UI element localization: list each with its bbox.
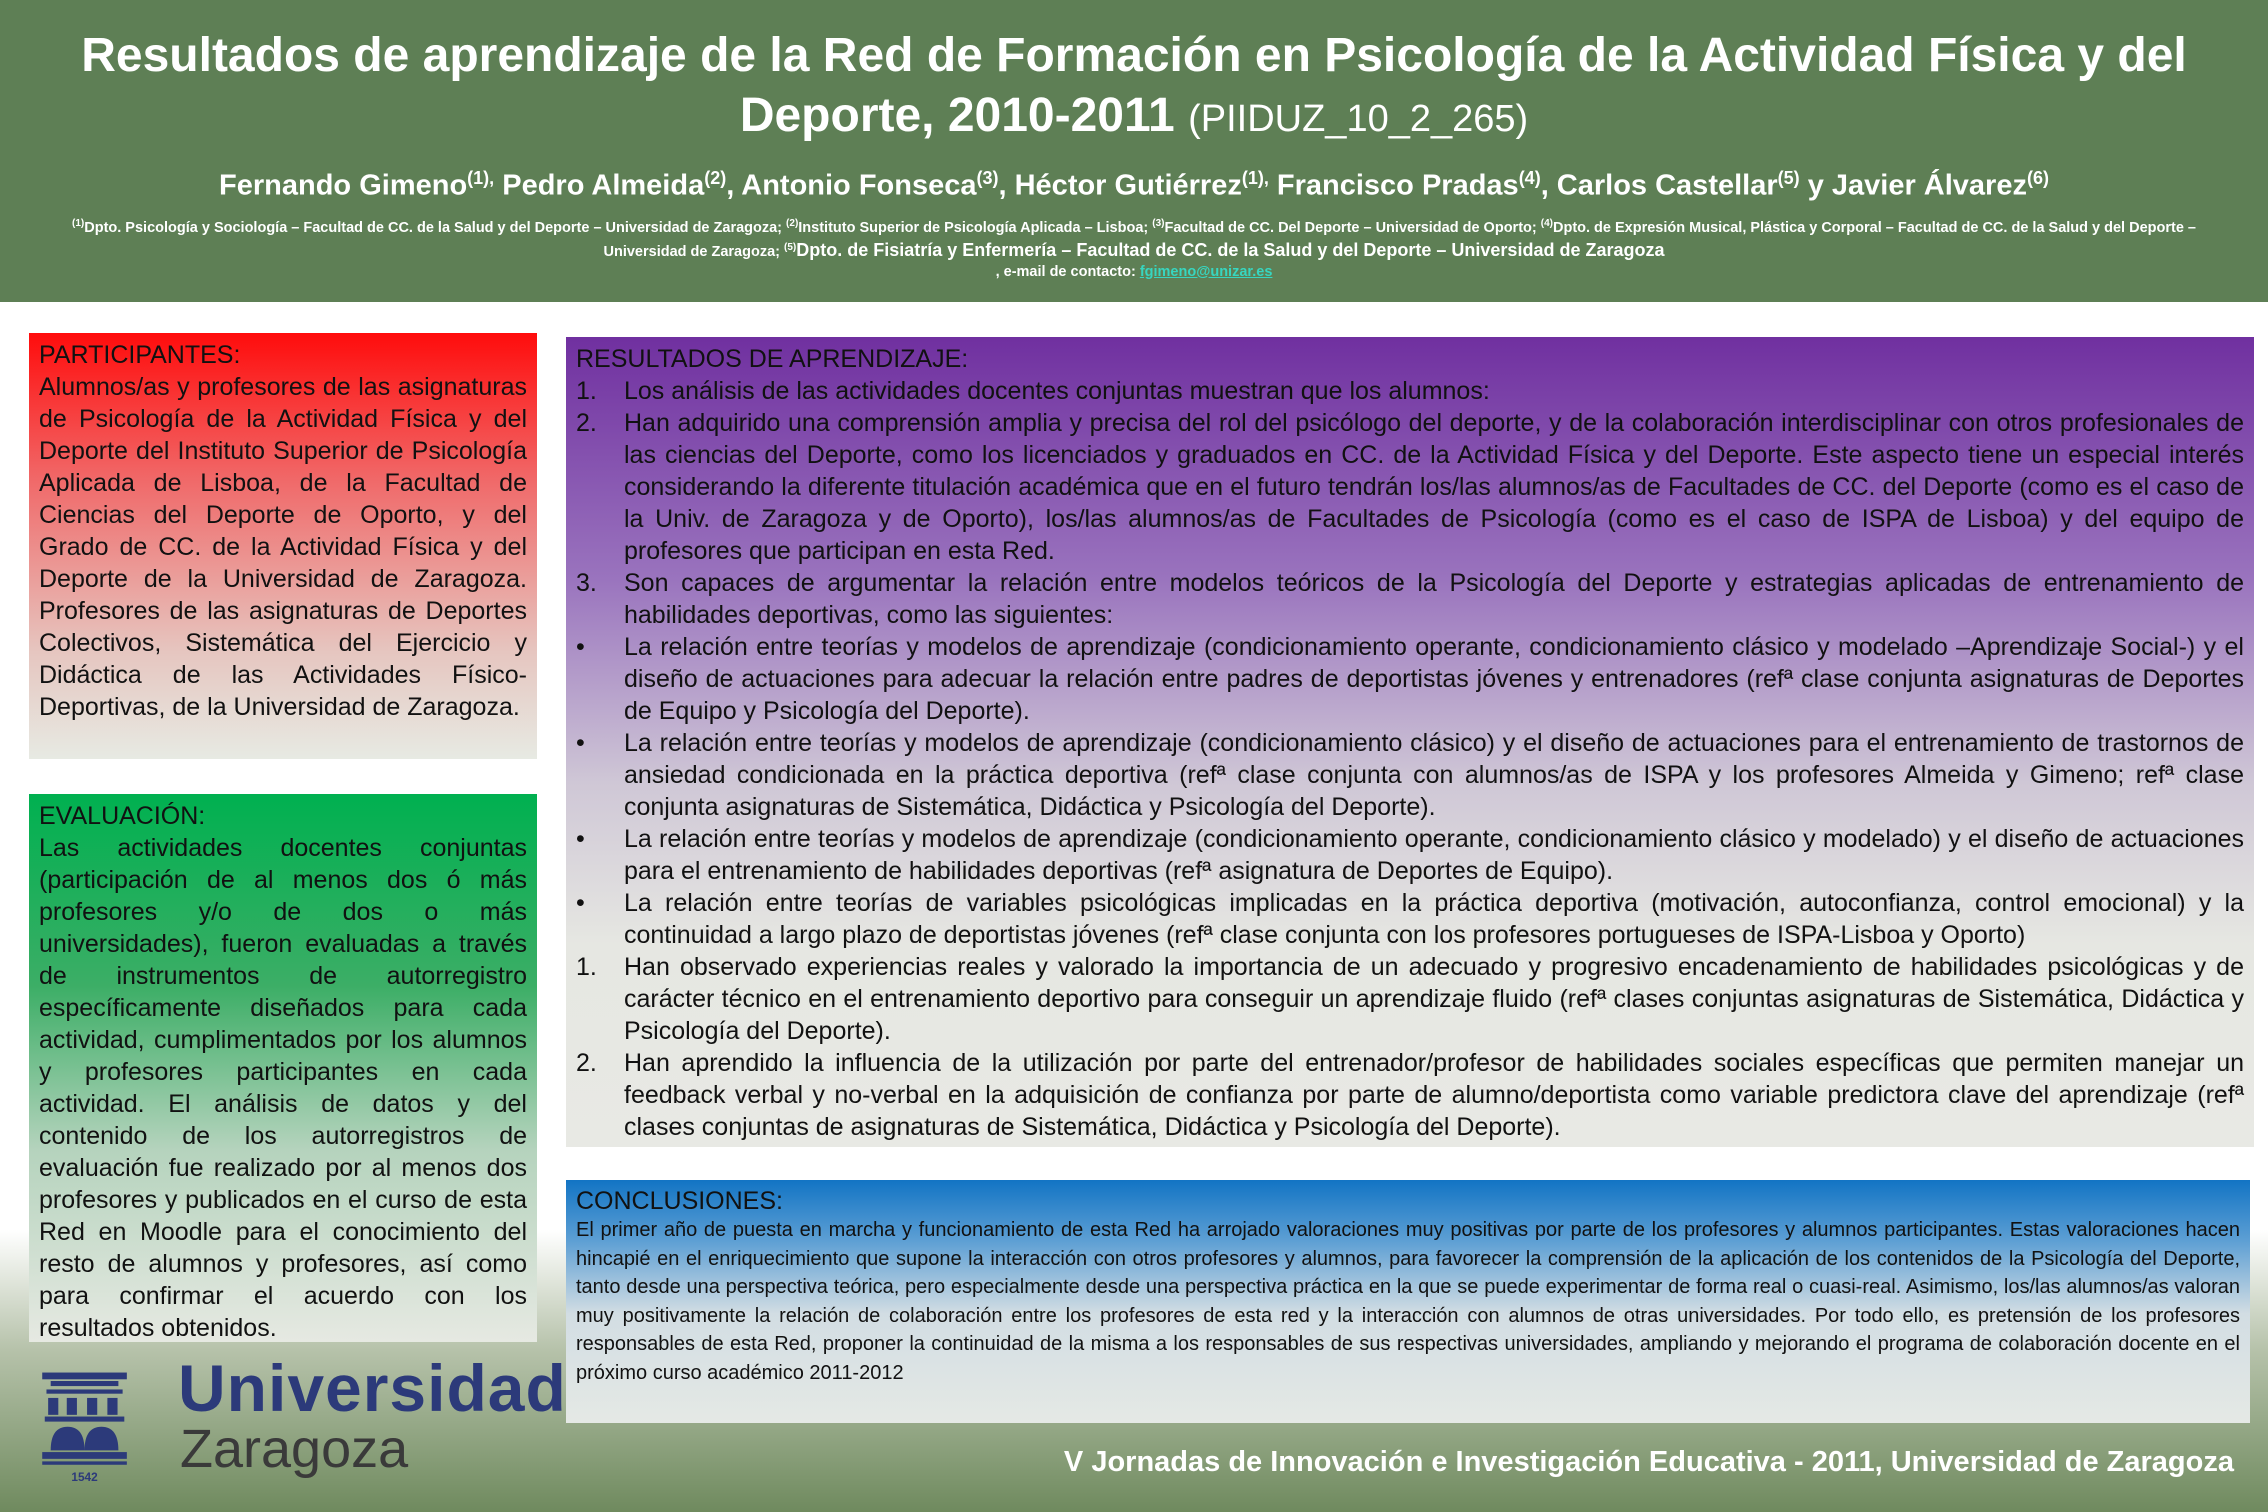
author-name: Pedro Almeida <box>494 169 705 202</box>
list-text: Han aprendido la influencia de la utilización por parte del entrenador/profesor de habilidades sociales específicas que permiten manejar un feedback verbal y no-verbal en la adquisición de confianza por parte de alumno/deportista como variable predictora clave del aprendizaje (refª clases conjuntas de asignaturas de Sistemática, Didáctica y Psicología del Deporte). <box>624 1049 2244 1141</box>
author-affil-ref: (1), <box>467 168 495 188</box>
author-affil-ref: (5) <box>1777 168 1800 188</box>
affiliations <box>70 214 2198 282</box>
affil-ref: (4) <box>1540 218 1553 229</box>
author-name: , Héctor Gutiérrez <box>998 169 1242 202</box>
list-text: Los análisis de las actividades docentes conjuntas muestran que los alumnos: <box>624 377 1490 405</box>
affiliation-1: Dpto. Psicología y Sociología – Facultad de CC. de la Salud y del Deporte – Universidad de Zaragoza; <box>84 219 787 236</box>
author-affil-ref: (1), <box>1241 168 1269 188</box>
title-main: Resultados de aprendizaje de la Red de Formación en Psicología de la Actividad Física y del Deporte, 2010-2011 <box>81 29 2187 142</box>
evaluacion-body: Las actividades docentes conjuntas (participación de al menos dos ó más profesores y/o de dos o más universidades), fueron evaluadas a través de instrumentos de autorregistro específicamente diseñados para cada actividad, cumplimentados por los alumnos y profesores participantes en cada actividad. El análisis de datos y del contenido de los autorregistros de evaluación fue realizado por al menos dos profesores y publicados en el curso de esta Red en Moodle para el conocimiento del resto de alumnos y profesores, así como para confirmar el acuerdo con los resultados obtenidos. <box>39 834 527 1342</box>
list-marker: 1. <box>576 953 597 981</box>
conclusiones-section <box>566 1180 2250 1423</box>
list-item <box>576 951 2244 1047</box>
list-marker: 3. <box>576 569 597 597</box>
affiliation-5: Dpto. de Fisiatría y Enfermería – Facultad de CC. de la Salud y del Deporte – Universidad de Zaragoza <box>796 239 1665 260</box>
list-text: Han adquirido una comprensión amplia y precisa del rol del psicólogo del deporte, y de la colaboración interdisciplinar con otros profesionales de las ciencias del Deporte, como los licenciados y graduados en CC. de la Actividad Física y del Deporte. Este aspecto tiene un especial interés considerando la diferente titulación académica que en el futuro tendrán los/las alumnos/as de Facultades de CC. del Deporte (como es el caso de la Univ. de Zaragoza y de Oporto), los/las alumnos/as de Facultades de Psicología (como es el caso de ISPA de Lisboa) y del equipo de profesores que participan en esta Red. <box>624 409 2244 565</box>
logo-universidad: Universidad <box>178 1351 567 1425</box>
list-marker: • <box>576 633 585 661</box>
author-affil-ref: (4) <box>1518 168 1541 188</box>
author-list <box>20 168 2248 203</box>
affiliation-4: Dpto. de Expresión Musical, Plástica y Corporal – Facultad de CC. de la Salud y del Deporte – Universidad de Zaragoza; <box>603 219 2196 260</box>
list-item <box>576 567 2244 631</box>
resultados-heading: RESULTADOS DE APRENDIZAJE: <box>576 345 969 373</box>
affil-ref: (1) <box>72 218 85 229</box>
evaluacion-section <box>29 794 537 1342</box>
crest-year: 1542 <box>71 1469 98 1484</box>
participantes-heading: PARTICIPANTES: <box>39 341 241 369</box>
poster-title <box>20 26 2248 149</box>
author-name: Francisco Pradas <box>1268 169 1519 202</box>
author-name: y Javier Álvarez <box>1799 169 2027 202</box>
participantes-section <box>29 333 537 759</box>
author-name: Fernando Gimeno <box>219 169 468 202</box>
list-marker: 2. <box>576 1049 597 1077</box>
list-item <box>576 887 2244 951</box>
participantes-body: Alumnos/as y profesores de las asignaturas de Psicología de la Actividad Física y del Deporte del Instituto Superior de Psicología Aplicada de Lisboa, de la Facultad de Ciencias del Deporte de Oporto, y del Grado de CC. de la Actividad Física y del Deporte de la Universidad de Zaragoza. Profesores de las asignaturas de Deportes Colectivos, Sistemática del Ejercicio y Didáctica de las Actividades Físico-Deportivas, de la Universidad de Zaragoza. <box>39 373 527 721</box>
affiliation-2: Instituto Superior de Psicología Aplicada – Lisboa; <box>798 219 1153 236</box>
list-marker: • <box>576 889 585 917</box>
list-marker: • <box>576 729 585 757</box>
list-text: La relación entre teorías y modelos de aprendizaje (condicionamiento operante, condicionamiento clásico y modelado –Aprendizaje Social-) y el diseño de actuaciones para adecuar la relación entre padres de deportistas jóvenes y entrenadores (refª clase conjunta asignaturas de Deportes de Equipo y Psicología del Deporte). <box>624 633 2244 725</box>
list-text: La relación entre teorías y modelos de aprendizaje (condicionamiento clásico) y el diseño de actuaciones para el entrenamiento de trastornos de ansiedad condicionada en la práctica deportiva (refª clase conjunta con alumnos/as de ISPA y los profesores Almeida y Gimeno; refª clase conjunta asignaturas de Sistemática, Didáctica y Psicología del Deporte). <box>624 729 2244 821</box>
list-marker: 1. <box>576 377 597 405</box>
list-item <box>576 1047 2244 1143</box>
author-name: , Carlos Castellar <box>1540 169 1778 202</box>
affil-ref: (3) <box>1152 218 1165 229</box>
author-affil-ref: (3) <box>976 168 999 188</box>
affil-ref: (5) <box>784 241 797 253</box>
author-affil-ref: (2) <box>704 168 727 188</box>
list-item <box>576 407 2244 567</box>
list-marker: 2. <box>576 409 597 437</box>
email-label: , e-mail de contacto: <box>995 263 1140 280</box>
list-text: La relación entre teorías de variables psicológicas implicadas en la práctica deportiva (motivación, autoconfianza, control emocional) y la continuidad a largo plazo de deportistas jóvenes (refª clase conjunta con los profesores portugueses de ISPA-Lisboa y Oporto) <box>624 889 2244 949</box>
affil-ref: (2) <box>786 218 799 229</box>
resultados-section <box>566 337 2254 1147</box>
university-crest-icon <box>38 1360 148 1490</box>
author-affil-ref: (6) <box>2026 168 2049 188</box>
list-text: Son capaces de argumentar la relación entre modelos teóricos de la Psicología del Deporte y estrategias aplicadas de entrenamiento de habilidades deportivas, como las siguientes: <box>624 569 2244 629</box>
title-code: (PIIDUZ_10_2_265) <box>1188 98 1529 140</box>
evaluacion-heading: EVALUACIÓN: <box>39 802 206 830</box>
list-item <box>576 823 2244 887</box>
list-item <box>576 727 2244 823</box>
list-item <box>576 631 2244 727</box>
conclusiones-heading: CONCLUSIONES: <box>576 1187 783 1215</box>
list-text: La relación entre teorías y modelos de aprendizaje (condicionamiento operante, condicionamiento clásico y modelado) y el diseño de actuaciones para el entrenamiento de habilidades deportivas (refª asignatura de Deportes de Equipo). <box>624 825 2244 885</box>
list-marker: • <box>576 825 585 853</box>
conclusiones-body: El primer año de puesta en marcha y funcionamiento de esta Red ha arrojado valoraciones muy positivas por parte de los profesores y alumnos participantes. Estas valoraciones hacen hincapié en el enriquecimiento que supone la interacción con otros profesores y alumnos, para favorecer la comprensión de la aplicación de los contenidos de la Psicología del Deporte, tanto desde una perspectiva teórica, pero especialmente desde una perspectiva práctica en la que se puede experimentar de forma real o cuasi-real. Asimismo, los/las alumnos/as valoran muy positivamente la relación de colaboración entre los profesores de esta red y la interacción con alumnos de otras universidades. Por todo ello, es pretensión de los profesores responsables de esta Red, proponer la continuidad de la misma a los responsables de sus respectivas universidades, ampliando y mejorando el programa de colaboración docente en el próximo curso académico 2011-2012 <box>576 1219 2240 1384</box>
affiliation-3: Facultad de CC. Del Deporte – Universidad de Oporto; <box>1164 219 1541 236</box>
list-item <box>576 375 2244 407</box>
author-name: , Antonio Fonseca <box>726 169 977 202</box>
list-text: Han observado experiencias reales y valorado la importancia de un adecuado y progresivo encadenamiento de habilidades psicológicas y de carácter técnico en el entrenamiento deportivo para conseguir un aprendizaje fluido (refª clases conjuntas asignaturas de Sistemática, Didáctica y Psicología del Deporte). <box>624 953 2244 1045</box>
logo-zaragoza: Zaragoza <box>180 1419 409 1479</box>
footer-text: V Jornadas de Innovación e Investigación Educativa - 2011, Universidad de Zaragoza <box>1063 1446 2234 1478</box>
contact-email-link[interactable]: fgimeno@unizar.es <box>1139 263 1273 280</box>
poster-header <box>0 0 2268 302</box>
